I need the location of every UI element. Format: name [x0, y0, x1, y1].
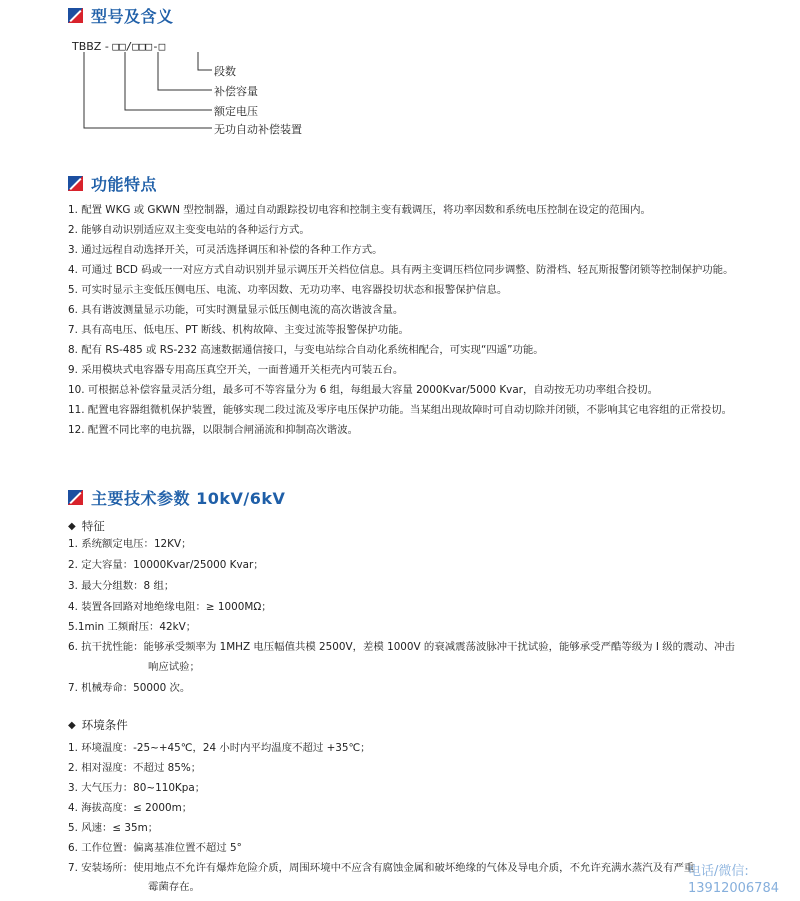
- list-item: 10. 可根据总补偿容量灵活分组，最多可不等容量分为 6 组，每组最大容量 2000Kvar/5000 Kvar，自动按无功功率组合投切。: [68, 384, 659, 396]
- feature-param: 7. 机械寿命：50000 次。: [68, 682, 191, 694]
- section-title: 型号及含义: [91, 6, 174, 26]
- section-title: 主要技术参数 10kV/6kV: [91, 488, 286, 508]
- env-param: 1. 环境温度：-25~+45℃，24 小时内平均温度不超过 +35℃；: [68, 742, 371, 754]
- model-label-voltage: 额定电压: [214, 105, 258, 118]
- section-flag-icon: [68, 176, 83, 191]
- list-item: 5. 可实时显示主变低压侧电压、电流、功率因数、无功功率、电容器投切状态和报警保护信息。: [68, 284, 508, 296]
- feature-list: [68, 200, 733, 440]
- feature-param: 3. 最大分组数：8 组；: [68, 580, 175, 592]
- model-label-device: 无功自动补偿装置: [214, 123, 302, 136]
- env-param: 2. 相对湿度：不超过 85%；: [68, 762, 202, 774]
- environment-subheading: ◆ 环境条件: [68, 718, 128, 732]
- model-prefix: TBBZ -: [72, 40, 109, 53]
- list-item: 3. 通过远程自动选择开关，可灵活选择调压和补偿的各种工作方式。: [68, 244, 383, 256]
- features-subheading: ◆ 特征: [68, 519, 105, 533]
- env-param: 6. 工作位置：偏离基准位置不超过 5°: [68, 842, 242, 854]
- diamond-bullet-icon: ◆: [68, 719, 76, 731]
- contact-label: 电话/微信:: [688, 864, 749, 879]
- feature-param: 4. 装置各回路对地绝缘电阻：≥ 1000MΩ；: [68, 601, 272, 613]
- list-item: 12. 配置不同比率的电抗器，以限制合闸涌流和抑制高次谐波。: [68, 424, 358, 436]
- contact-phone[interactable]: 13912006784: [688, 881, 779, 896]
- model-pattern: □□/□□□-□: [112, 40, 166, 53]
- section-model-heading: [68, 4, 174, 26]
- section-flag-icon: [68, 490, 83, 505]
- section-title: 功能特点: [91, 174, 158, 194]
- model-label-capacity: 补偿容量: [214, 85, 258, 98]
- list-item: 6. 具有谐波测量显示功能，可实时测量显示低压侧电流的高次谐波含量。: [68, 304, 404, 316]
- feature-param: 1. 系统额定电压：12KV；: [68, 538, 192, 550]
- contact-overlay: [688, 863, 796, 897]
- diamond-bullet-icon: ◆: [68, 520, 76, 532]
- env-param: 5. 风速：≤ 35m；: [68, 822, 159, 834]
- list-item: 2. 能够自动识别适应双主变变电站的各种运行方式。: [68, 224, 310, 236]
- section-flag-icon: [68, 8, 83, 23]
- feature-param-continued: 响应试验；: [148, 661, 200, 673]
- section-features-heading: [68, 172, 157, 194]
- list-item: 4. 可通过 BCD 码或一一对应方式自动识别并显示调压开关档位信息。具有两主变调压档位同步调整、防滑档、轻瓦斯报警闭锁等控制保护功能。: [68, 264, 734, 276]
- list-item: 9. 采用模块式电容器专用高压真空开关，一面普通开关柜壳内可装五台。: [68, 364, 404, 376]
- model-label-segments: 段数: [214, 65, 236, 78]
- env-param-continued: 霉菌存在。: [148, 881, 200, 893]
- list-item: 8. 配有 RS-485 或 RS-232 高速数据通信接口，与变电站综合自动化系统相配合，可实现“四遥”功能。: [68, 344, 544, 356]
- list-item: 7. 具有高电压、低电压、PT 断线、机构故障、主变过流等报警保护功能。: [68, 324, 409, 336]
- env-param: 3. 大气压力：80~110Kpa；: [68, 782, 206, 794]
- env-param: 7. 安装场所：使用地点不允许有爆炸危险介质，周围环境中不应含有腐蚀金属和破坏绝缘的气体及导电介质，不允许充满水蒸汽及有严重: [68, 862, 695, 874]
- feature-param: 5.1min 工频耐压：42kV；: [68, 621, 197, 633]
- feature-param: 2. 定大容量：10000Kvar/25000 Kvar；: [68, 559, 264, 571]
- section-params-heading: [68, 486, 285, 508]
- list-item: 11. 配置电容器组微机保护装置，能够实现二段过流及零序电压保护功能。当某组出现故障时可自动切除并闭锁，不影响其它电容组的正常投切。: [68, 404, 733, 416]
- env-param: 4. 海拔高度：≤ 2000m；: [68, 802, 193, 814]
- feature-param: 6. 抗干扰性能：能够承受频率为 1MHZ 电压幅值共模 2500V，差模 1000V 的衰减震荡波脉冲干扰试验，能够承受严酷等级为 I 级的震动、冲击: [68, 641, 735, 653]
- model-tree-lines: [70, 50, 220, 135]
- list-item: 1. 配置 WKG 或 GKWN 型控制器，通过自动跟踪投切电容和控制主变有载调压，将功率因数和系统电压控制在设定的范围内。: [68, 204, 651, 216]
